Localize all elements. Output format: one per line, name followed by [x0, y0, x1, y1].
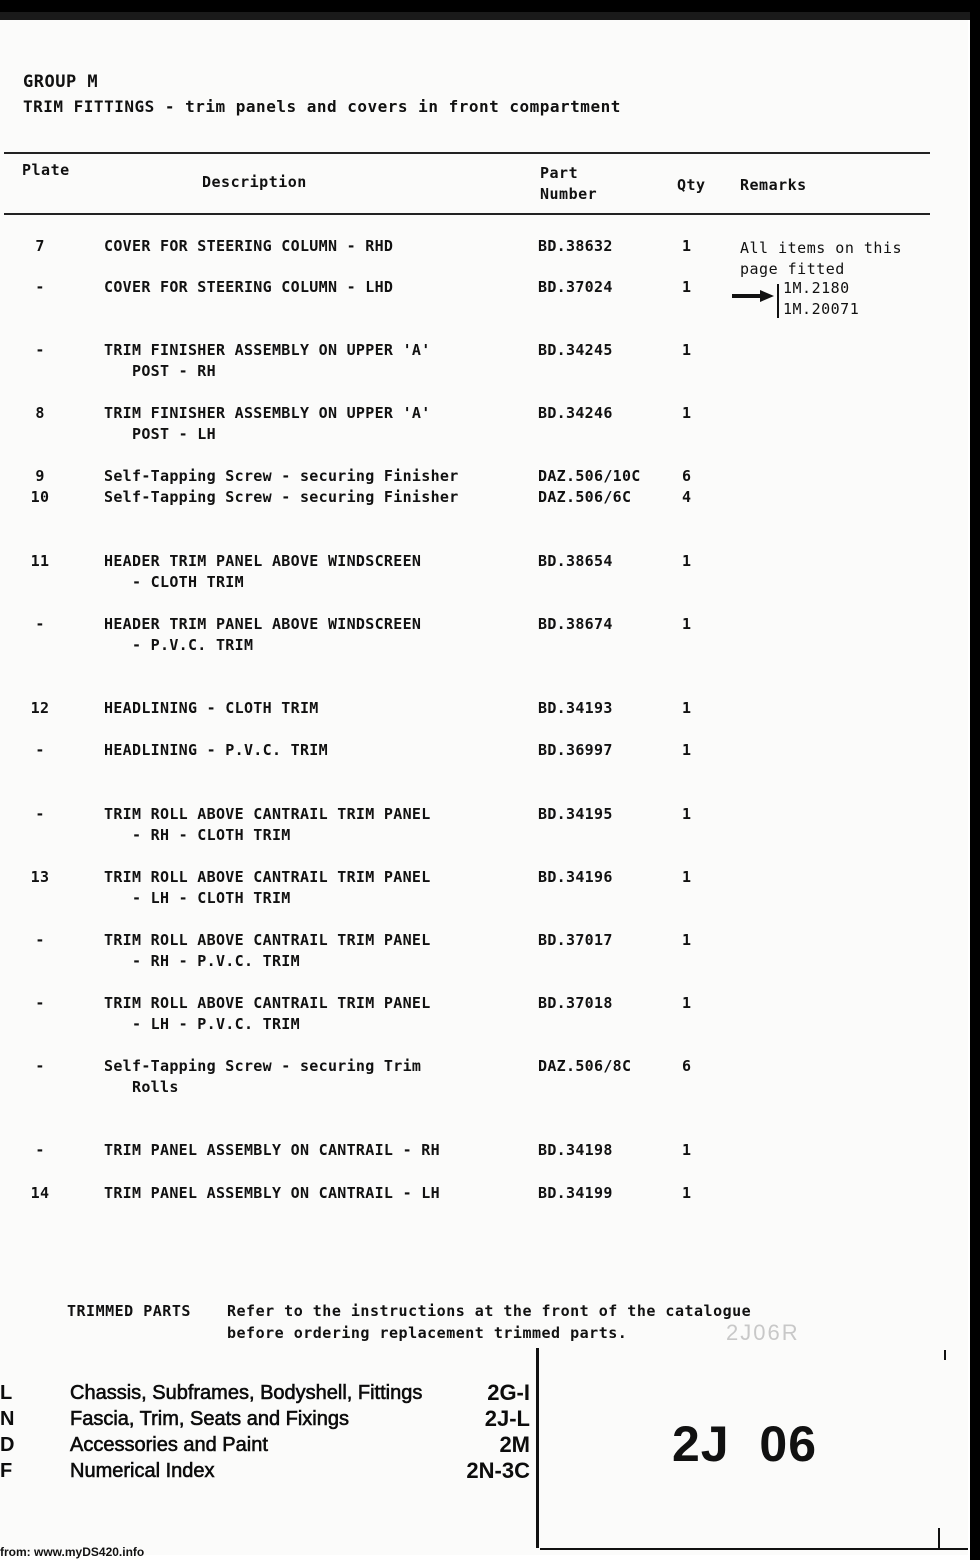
plate-number: - [35, 931, 45, 949]
note-line1: Refer to the instructions at the front of the catalogue [227, 1302, 752, 1320]
col-remarks-header: Remarks [740, 176, 807, 194]
plate-number: 9 [35, 467, 45, 485]
item-description: TRIM PANEL ASSEMBLY ON CANTRAIL - RH [104, 1141, 440, 1159]
table-header-rule [4, 213, 930, 215]
index-code: 2N-3C [466, 1458, 530, 1483]
part-number: BD.34199 [538, 1184, 613, 1202]
item-description: TRIM ROLL ABOVE CANTRAIL TRIM PANEL [104, 994, 431, 1012]
group-heading: GROUP M [23, 72, 99, 92]
item-description-cont: - LH - P.V.C. TRIM [104, 1015, 300, 1033]
item-description: TRIM PANEL ASSEMBLY ON CANTRAIL - LH [104, 1184, 440, 1202]
item-description: TRIM FINISHER ASSEMBLY ON UPPER 'A' [104, 404, 431, 422]
part-number: BD.37017 [538, 931, 613, 949]
index-tab: D [0, 1434, 15, 1456]
quantity: 1 [682, 237, 692, 255]
remarks-line2: page fitted [740, 260, 845, 278]
plate-number: 12 [30, 699, 50, 717]
faint-stamp: 2J06R [726, 1320, 800, 1345]
part-number: BD.34196 [538, 868, 613, 886]
plate-number: 11 [30, 552, 50, 570]
index-code: 2G-I [487, 1380, 530, 1405]
col-part-header-line1: Part [540, 164, 579, 182]
item-description-cont: POST - RH [104, 362, 216, 380]
part-number: BD.36997 [538, 741, 613, 759]
scan-border-right [970, 0, 980, 1560]
part-number: BD.34195 [538, 805, 613, 823]
plate-number: 10 [30, 488, 50, 506]
remarks-note [740, 238, 902, 280]
part-number: BD.37018 [538, 994, 613, 1012]
item-description-cont: POST - LH [104, 425, 216, 443]
part-number: DAZ.506/8C [538, 1057, 632, 1075]
plate-number: - [35, 278, 45, 296]
quantity: 1 [682, 868, 692, 886]
plate-number: - [35, 741, 45, 759]
index-title: Numerical Index [70, 1460, 215, 1482]
plate-number: - [35, 1141, 45, 1159]
note-label: TRIMMED PARTS [67, 1302, 191, 1320]
plate-number: - [35, 1057, 45, 1075]
plate-number: 7 [35, 237, 45, 255]
index-title: Accessories and Paint [70, 1434, 268, 1456]
quantity: 1 [682, 1141, 692, 1159]
plate-number: 14 [30, 1184, 50, 1202]
section-heading: TRIM FITTINGS - trim panels and covers in front compartment [23, 97, 621, 116]
index-code: 2M [499, 1432, 530, 1457]
item-description: TRIM FINISHER ASSEMBLY ON UPPER 'A' [104, 341, 431, 359]
index-title: Chassis, Subframes, Bodyshell, Fittings [70, 1382, 423, 1404]
quantity: 1 [682, 931, 692, 949]
plate-number: - [35, 994, 45, 1012]
part-number: DAZ.506/6C [538, 488, 632, 506]
plate-number: - [35, 341, 45, 359]
col-description-header: Description [202, 173, 307, 191]
note-line2: before ordering replacement trimmed parts. [227, 1324, 628, 1342]
section-index [0, 1345, 540, 1555]
item-description: TRIM ROLL ABOVE CANTRAIL TRIM PANEL [104, 868, 431, 886]
quantity: 1 [682, 552, 692, 570]
quantity: 1 [682, 994, 692, 1012]
col-plate-header: Plate [22, 161, 70, 179]
item-description: COVER FOR STEERING COLUMN - RHD [104, 237, 394, 255]
source-caption: from: www.myDS420.info [0, 1545, 145, 1559]
quantity: 6 [682, 467, 692, 485]
quantity: 1 [682, 341, 692, 359]
item-description: TRIM ROLL ABOVE CANTRAIL TRIM PANEL [104, 931, 431, 949]
part-number: DAZ.506/10C [538, 467, 641, 485]
plate-number: 8 [35, 404, 45, 422]
item-description-cont: - P.V.C. TRIM [104, 636, 254, 654]
item-description: HEADER TRIM PANEL ABOVE WINDSCREEN [104, 615, 422, 633]
quantity: 1 [682, 699, 692, 717]
plate-number: - [35, 615, 45, 633]
col-part-header-line2: Number [540, 185, 598, 203]
part-number: BD.34198 [538, 1141, 613, 1159]
quantity: 1 [682, 404, 692, 422]
part-number: BD.34193 [538, 699, 613, 717]
bottom-rule [540, 1548, 968, 1550]
item-description: COVER FOR STEERING COLUMN - LHD [104, 278, 394, 296]
index-tab: L [0, 1382, 13, 1404]
item-description-cont: - RH - CLOTH TRIM [104, 826, 291, 844]
plate-number: - [35, 805, 45, 823]
item-description-cont: - RH - P.V.C. TRIM [104, 952, 300, 970]
item-description: HEADER TRIM PANEL ABOVE WINDSCREEN [104, 552, 422, 570]
quantity: 1 [682, 1184, 692, 1202]
part-number: BD.38674 [538, 615, 613, 633]
index-tab: F [0, 1460, 13, 1482]
part-number: BD.34246 [538, 404, 613, 422]
part-number: BD.38654 [538, 552, 613, 570]
scan-border-top [0, 0, 980, 12]
item-description: HEADLINING - P.V.C. TRIM [104, 741, 328, 759]
item-description: Self-Tapping Screw - securing Trim [104, 1057, 422, 1075]
index-code: 2J-L [484, 1406, 530, 1431]
quantity: 4 [682, 488, 692, 506]
quantity: 6 [682, 1057, 692, 1075]
item-description: Self-Tapping Screw - securing Finisher [104, 467, 459, 485]
edge-mark [938, 1528, 940, 1548]
quantity: 1 [682, 278, 692, 296]
bracket-line [777, 284, 779, 318]
arrow-right-icon [732, 290, 774, 302]
edge-mark [944, 1350, 946, 1360]
part-number: BD.38632 [538, 237, 613, 255]
index-title: Fascia, Trim, Seats and Fixings [70, 1408, 349, 1430]
item-description-cont: - LH - CLOTH TRIM [104, 889, 291, 907]
item-description-cont: - CLOTH TRIM [104, 573, 244, 591]
table-top-rule [4, 152, 930, 154]
index-divider [536, 1348, 539, 1548]
quantity: 1 [682, 805, 692, 823]
part-number: BD.37024 [538, 278, 613, 296]
scan-border-top-shadow [0, 12, 980, 20]
part-number: BD.34245 [538, 341, 613, 359]
item-description: Self-Tapping Screw - securing Finisher [104, 488, 459, 506]
fitted-from-number: 1M.2180 [783, 279, 850, 297]
plate-number: 13 [30, 868, 50, 886]
col-qty-header: Qty [677, 176, 706, 194]
page-code: 2J 06 [672, 1416, 818, 1472]
remarks-line1: All items on this [740, 239, 903, 257]
item-description: HEADLINING - CLOTH TRIM [104, 699, 319, 717]
item-description-cont: Rolls [104, 1078, 179, 1096]
index-tab: N [0, 1408, 15, 1430]
fitted-to-number: 1M.20071 [783, 300, 860, 318]
item-description: TRIM ROLL ABOVE CANTRAIL TRIM PANEL [104, 805, 431, 823]
quantity: 1 [682, 615, 692, 633]
quantity: 1 [682, 741, 692, 759]
